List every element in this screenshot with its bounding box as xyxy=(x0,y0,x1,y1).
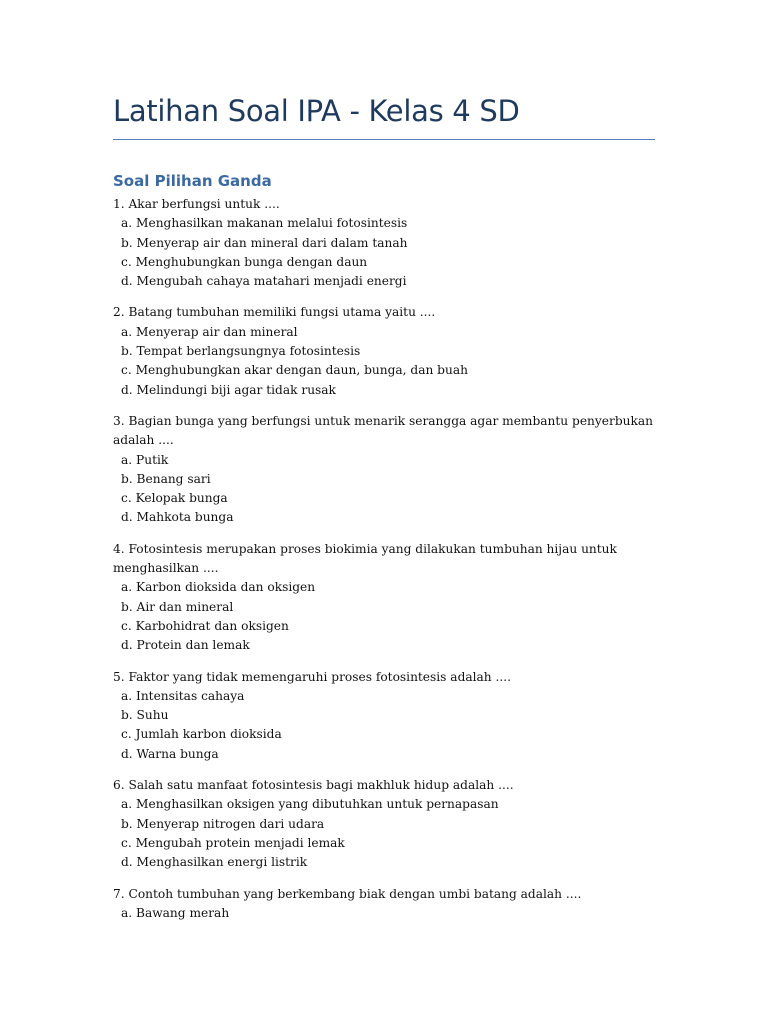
option-a: a. Bawang merah xyxy=(121,905,230,920)
option-a: a. Menghasilkan oksigen yang dibutuhkan untuk pernapasan xyxy=(121,797,499,812)
option-d: d. Menghasilkan energi listrik xyxy=(121,855,308,870)
option-c: c. Menghubungkan bunga dengan daun xyxy=(121,254,368,269)
question-7 xyxy=(113,885,655,924)
question-text: 5. Faktor yang tidak memengaruhi proses fotosintesis adalah .... xyxy=(113,669,512,684)
question-text: 3. Bagian bunga yang berfungsi untuk menarik serangga agar membantu penyerbukan adalah .... xyxy=(113,413,653,448)
option-a: a. Menyerap air dan mineral xyxy=(121,324,298,339)
question-text: 2. Batang tumbuhan memiliki fungsi utama yaitu .... xyxy=(113,305,436,320)
option-c: c. Menghubungkan akar dengan daun, bunga, dan buah xyxy=(121,363,468,378)
option-a: a. Putik xyxy=(121,452,169,467)
question-text: 6. Salah satu manfaat fotosintesis bagi makhluk hidup adalah .... xyxy=(113,778,514,793)
option-d: d. Melindungi biji agar tidak rusak xyxy=(121,382,336,397)
question-3 xyxy=(113,412,655,528)
document-title: Latihan Soal IPA - Kelas 4 SD xyxy=(113,94,520,128)
question-text: 4. Fotosintesis merupakan proses biokimia yang dilakukan tumbuhan hijau untuk menghasilkan .... xyxy=(113,541,617,576)
question-text: 1. Akar berfungsi untuk .... xyxy=(113,197,280,211)
question-4 xyxy=(113,540,655,656)
section-heading: Soal Pilihan Ganda xyxy=(113,172,272,190)
option-b: b. Tempat berlangsungnya fotosintesis xyxy=(121,344,361,359)
option-d: d. Warna bunga xyxy=(121,746,219,761)
option-a: a. Menghasilkan makanan melalui fotosintesis xyxy=(121,216,408,231)
question-5 xyxy=(113,668,655,764)
question-list xyxy=(113,195,655,935)
question-text: 7. Contoh tumbuhan yang berkembang biak dengan umbi batang adalah .... xyxy=(113,886,582,901)
option-d: d. Protein dan lemak xyxy=(121,638,250,653)
option-c: c. Mengubah protein menjadi lemak xyxy=(121,835,345,850)
title-divider xyxy=(113,139,655,140)
option-c: c. Karbohidrat dan oksigen xyxy=(121,618,289,633)
option-b: b. Menyerap air dan mineral dari dalam tanah xyxy=(121,235,408,250)
option-b: b. Air dan mineral xyxy=(121,599,234,614)
option-d: d. Mahkota bunga xyxy=(121,510,234,525)
option-c: c. Kelopak bunga xyxy=(121,491,228,506)
option-a: a. Intensitas cahaya xyxy=(121,688,245,703)
option-a: a. Karbon dioksida dan oksigen xyxy=(121,580,316,595)
option-b: b. Menyerap nitrogen dari udara xyxy=(121,816,325,831)
question-2 xyxy=(113,303,655,399)
question-6 xyxy=(113,776,655,872)
option-b: b. Suhu xyxy=(121,708,169,723)
option-c: c. Jumlah karbon dioksida xyxy=(121,727,282,742)
question-1 xyxy=(113,195,655,291)
option-d: d. Mengubah cahaya matahari menjadi energi xyxy=(121,274,407,289)
option-b: b. Benang sari xyxy=(121,471,211,486)
